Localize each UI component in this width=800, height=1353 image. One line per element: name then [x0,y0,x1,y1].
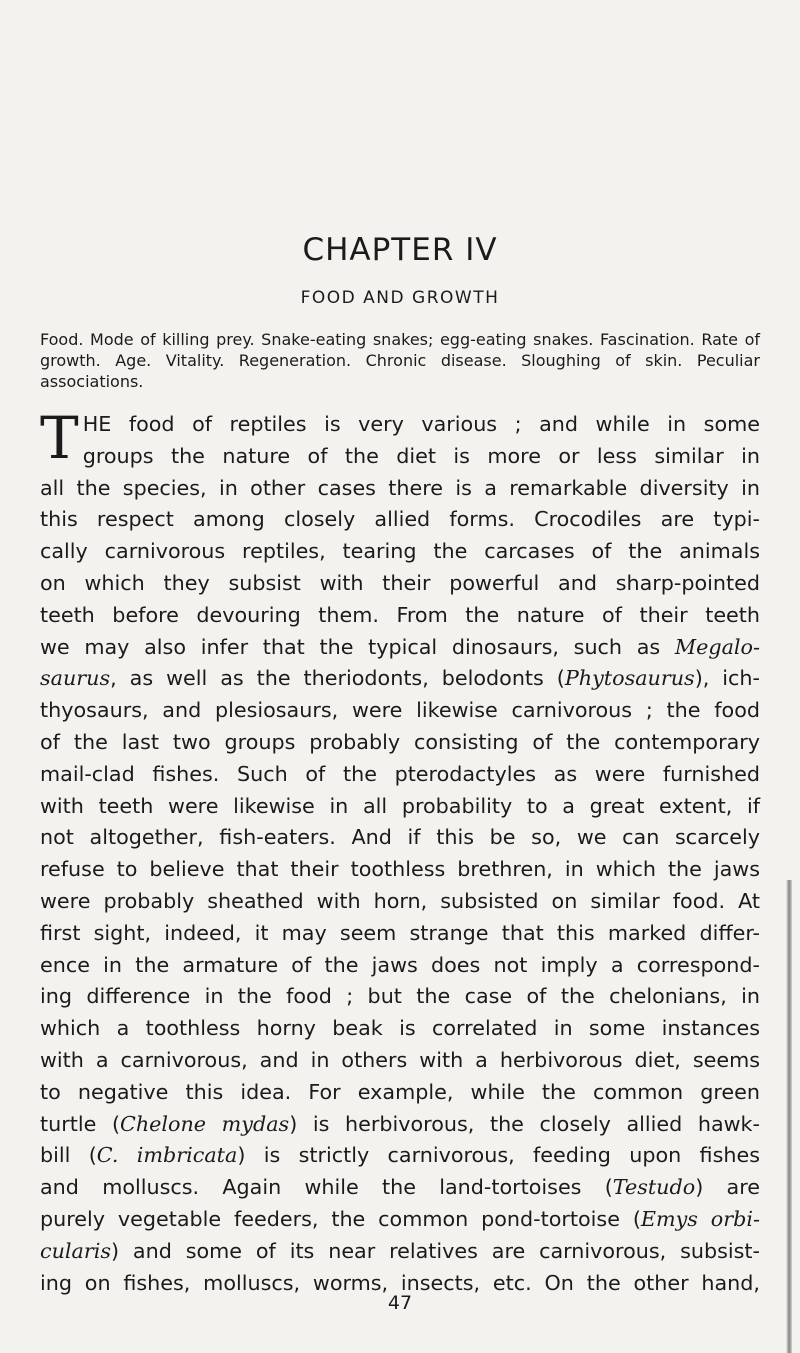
body-line: were probably sheathed with horn, subsisted on similar food. At [40,888,760,913]
body-line: teeth before devouring them. From the nature of their teeth [40,602,760,627]
body-line: and molluscs. Again while the land-tortoises (Testudo) are [40,1175,760,1200]
body-line: ence in the armature of the jaws does not imply a correspond- [40,952,760,977]
synopsis-text: Food. Mode of killing prey. Snake-eating snakes; egg-eating snakes. Fascination. Rate of growth. Age. Vitality. Regeneration. Chronic disease. Sloughing of skin. Peculiar associations. [40,330,760,391]
body-line: purely vegetable feeders, the common pond-tortoise (Emys orbi- [40,1206,760,1231]
chapter-heading: CHAPTER IV [302,232,498,268]
body-line: this respect among closely allied forms. Crocodiles are typi- [40,507,760,532]
body-line: of the last two groups probably consisting of the contemporary [40,729,760,754]
body-line: cally carnivorous reptiles, tearing the carcases of the animals [40,539,760,564]
body-line: cularis) and some of its near relatives are carnivorous, subsist- [40,1238,760,1263]
chapter-title: FOOD AND GROWTH [300,288,500,308]
body-line: bill (C. imbricata) is strictly carnivorous, feeding upon fishes [40,1143,760,1168]
body-line: saurus, as well as the theriodonts, belodonts (Phytosaurus), ich- [40,666,761,691]
chapter-synopsis [40,329,760,392]
body-lines [40,404,761,1299]
page-number: 47 [387,1292,413,1314]
page-edge-shadow [786,880,792,1353]
body-text [40,404,761,1299]
body-line: turtle (Chelone mydas) is herbivorous, the closely allied hawk- [40,1111,760,1136]
body-line: not altogether, fish-eaters. And if this be so, we can scarcely [40,825,760,850]
body-line: refuse to believe that their toothless brethren, in which the jaws [40,857,760,882]
body-line: groups the nature of the diet is more or less similar in [82,443,760,468]
body-line: with teeth were likewise in all probability to a great extent, if [40,793,760,818]
body-line: which a toothless horny beak is correlated in some instances [40,1016,760,1041]
body-line: with a carnivorous, and in others with a herbivorous diet, seems [40,1047,760,1072]
body-line: ing on fishes, molluscs, worms, insects, etc. On the other hand, [40,1270,760,1295]
body-line: mail-clad fishes. Such of the pterodactyles as were furnished [40,761,760,786]
body-line: all the species, in other cases there is a remarkable diversity in [40,475,760,500]
drop-cap: T [40,404,79,472]
body-line: HE food of reptiles is very various ; and while in some [82,412,760,436]
body-line: ing difference in the food ; but the case of the chelonians, in [40,984,760,1009]
body-line: first sight, indeed, it may seem strange that this marked differ- [40,920,760,945]
body-line: we may also infer that the typical dinosaurs, such as Megalo- [40,634,760,659]
body-line: on which they subsist with their powerful and sharp-pointed [40,570,760,595]
body-line: to negative this idea. For example, while the common green [40,1079,760,1104]
body-line: thyosaurs, and plesiosaurs, were likewise carnivorous ; the food [40,698,760,723]
